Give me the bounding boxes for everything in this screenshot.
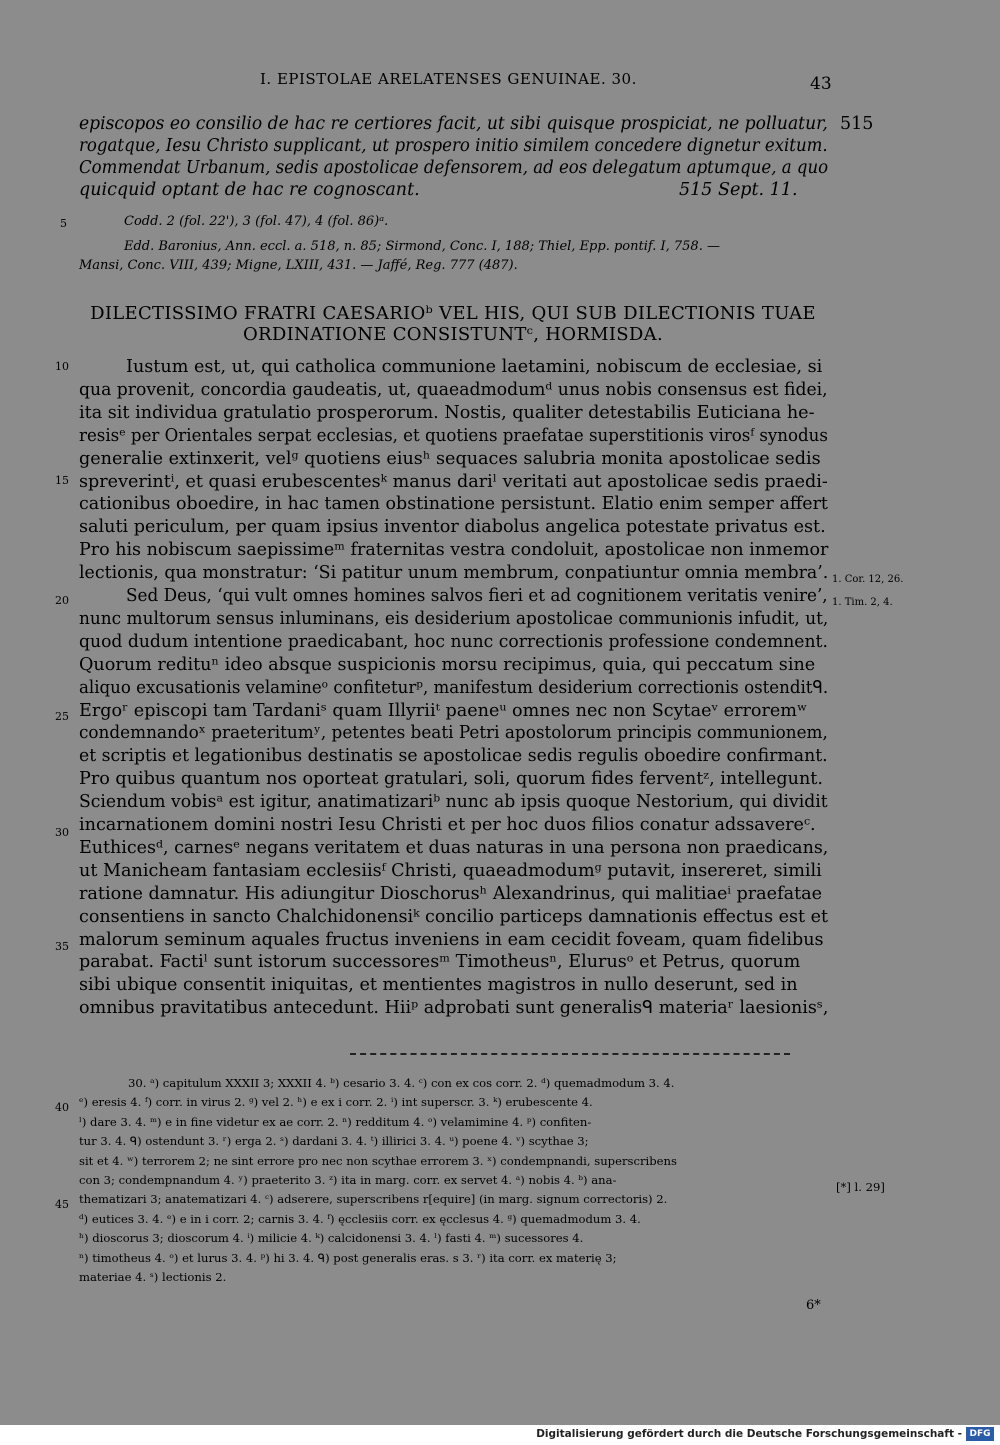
margin-reference: 1. Cor. 12, 26. (832, 574, 904, 585)
body-line: condemnandoˣ praeteritumʸ, petentes beati Petri apostolorum principis communionem, (79, 723, 828, 744)
footnote-line: ⁿ) timotheus 4. ᵒ) et lurus 3. 4. ᵖ) hi 3. 4. ᑫ) post generalis eras. s 3. ʳ) ita corr. ex materię 3; (79, 1250, 617, 1265)
footnote-line: 30. ᵃ) capitulum XXXII 3; XXXII 4. ᵇ) cesario 3. 4. ᶜ) con ex cos corr. 2. ᵈ) quemadmodum 3. 4. (128, 1076, 675, 1090)
editions-line: Edd. Baronius, Ann. eccl. a. 518, n. 85; Sirmond, Conc. I, 188; Thiel, Epp. pontif. I, 758. — (124, 239, 720, 254)
margin-reference: [*] l. 29] (836, 1180, 885, 1194)
body-line: lectionis, qua monstratur: ‘Si patitur unum membrum, conpatiuntur omnia membra’. (79, 563, 829, 584)
body-line: malorum seminum aquales fructus inveniens in eam cecidit foveam, quam fidelibus (79, 929, 824, 950)
dfg-logo: DFG (966, 1427, 994, 1441)
line-number: 5 (60, 217, 67, 230)
body-line: spreverintⁱ, et quasi erubescentesᵏ manus dariˡ veritati aut apostolicae sedis praedi- (79, 471, 828, 492)
body-line: qua provenit, concordia gaudeatis, ut, quaeadmodumᵈ unus nobis consensus est fidei, (79, 379, 828, 400)
summary-line: rogatque, Iesu Christo supplicant, ut prospero initio similem concedere dignetur exitum. (79, 136, 828, 156)
summary-line: episcopos eo consilio de hac re certiores facit, ut sibi quisque prospiciat, ne polluatur, (79, 114, 828, 134)
footnote-line: ᵈ) eutices 3. 4. ᵉ) e in i corr. 2; carnis 3. 4. ᶠ) ęcclesiis corr. ex ęcclesus 4. ᵍ) quemadmodum 3. 4. (79, 1211, 641, 1226)
letter-title: DILECTISSIMO FRATRI CAESARIOᵇ VEL HIS, QUI SUB DILECTIONIS TUAE (90, 303, 816, 324)
margin-reference: 1. Tim. 2, 4. (832, 597, 893, 608)
body-line: ita sit individua gratulatio prosperorum. Nostis, qualiter detestabilis Euticiana he- (79, 402, 815, 423)
body-line: Pro his nobiscum saepissimeᵐ fraternitas vestra condoluit, apostolicae non inmemor (79, 540, 829, 561)
line-number: 10 (55, 360, 69, 373)
body-line: ut Manicheam fantasiam ecclesiisᶠ Christi, quaeadmodumᵍ putavit, insereret, simili (79, 860, 822, 881)
signature-mark: 6* (806, 1298, 821, 1313)
body-line: ratione damnatur. His adiungitur Dioschorusʰ Alexandrinus, qui malitiaeⁱ praefatae (79, 883, 823, 904)
margin-year: 515 (840, 114, 874, 134)
body-line: generalie extinxerit, velᵍ quotiens eiusʰ sequaces salubria monita apostolicae sedis (79, 448, 821, 469)
page-number: 43 (810, 74, 832, 94)
body-line: et scriptis et legationibus destinatis se apostolicae sedis regulis oboedire confirmant. (79, 746, 828, 767)
line-number: 15 (55, 474, 69, 487)
line-number: 25 (55, 710, 69, 723)
body-line: quod dudum intentione praedicabant, hoc nunc correctionis professione condemnent. (79, 631, 828, 652)
body-line: cationibus oboedire, in hac tamen obstinatione persistunt. Elatio enim semper affert (79, 494, 828, 515)
footnote-line: ˡ) dare 3. 4. ᵐ) e in fine videtur ex ae corr. 2. ⁿ) redditum 4. ᵒ) velamimine 4. ᵖ) confiten- (79, 1114, 592, 1129)
line-number: 40 (55, 1101, 69, 1114)
footnote-line: con 3; condempnandum 4. ʸ) praeterito 3. ᶻ) ita in marg. corr. ex servet 4. ᵃ) nobis 4. ᵇ) ana- (79, 1173, 617, 1187)
body-line: aliquo excusationis velamineᵒ confiteturᵖ, manifestum desiderium correctionis ostenditᑫ. (79, 677, 829, 698)
footnote-line: materiae 4. ˢ) lectionis 2. (79, 1270, 227, 1284)
running-title: I. EPISTOLAE ARELATENSES GENUINAE. 30. (260, 70, 637, 88)
body-line: nunc multorum sensus inluminans, eis desiderium apostolicae communionis infudit, ut, (79, 608, 829, 629)
body-line: Sed Deus, ‘qui vult omnes homines salvos fieri et ad cognitionem veritatis venire’, (126, 586, 828, 606)
body-line: Ergoʳ episcopi tam Tardaniˢ quam Illyriiᵗ paeneᵘ omnes nec non Scytaeᵛ erroremʷ (79, 700, 808, 721)
footnote-line: tur 3. 4. ᑫ) ostendunt 3. ʳ) erga 2. ˢ) dardani 3. 4. ᵗ) illirici 3. 4. ᵘ) poene 4. ᵛ) scythae 3; (79, 1134, 589, 1149)
body-line: saluti periculum, per quam ipsius inventor diabolus angelica potestate privatus est. (79, 517, 826, 538)
footnote-line: ᵉ) eresis 4. ᶠ) corr. in virus 2. ᵍ) vel 2. ʰ) e ex i corr. 2. ⁱ) int superscr. 3. ᵏ) erubescente 4. (79, 1095, 593, 1110)
footnote-line: ʰ) dioscorus 3; dioscorum 4. ⁱ) milicie 4. ᵏ) calcidonensi 3. 4. ˡ) fasti 4. ᵐ) sucessores 4. (79, 1231, 584, 1246)
body-line: sibi ubique consentit iniquitas, et mentientes magistros in nullo deserunt, sed in (79, 975, 798, 996)
body-line: Sciendum vobisᵃ est igitur, anatimatizariᵇ nunc ab ipsis quoque Nestorium, qui dividit (79, 792, 828, 813)
summary-line: quicquid optant de hac re cognoscant. (79, 180, 420, 200)
footer-bar (0, 1425, 1000, 1445)
body-line: incarnationem domini nostri Iesu Christi et per hoc duos filios conatur adssavereᶜ. (79, 815, 816, 835)
body-line: Quorum redituⁿ ideo absque suspicionis morsu recipimus, quia, qui peccatum sine (79, 654, 816, 675)
body-line: consentiens in sancto Chalchidonensiᵏ concilio particeps damnationis effectus est et (79, 906, 829, 927)
body-line: Pro quibus quantum nos oporteat gratulari, soli, quorum fides ferventᶻ, intellegunt. (79, 769, 823, 790)
footer-text: Digitalisierung gefördert durch die Deutsche Forschungsgemeinschaft - (536, 1428, 962, 1440)
codices-line: Codd. 2 (fol. 22'), 3 (fol. 47), 4 (fol. 86)ᵃ. (124, 214, 389, 229)
line-number: 45 (55, 1198, 69, 1211)
editions-line: Mansi, Conc. VIII, 439; Migne, LXIII, 431. — Jaffé, Reg. 777 (487). (79, 258, 518, 273)
line-number: 30 (55, 826, 69, 839)
body-line: omnibus pravitatibus antecedunt. Hiiᵖ adprobati sunt generalisᑫ materiaʳ laesionisˢ, (79, 998, 829, 1019)
body-line: resisᵉ per Orientales serpat ecclesias, et quotiens praefatae superstitionis virosᶠ synodus (79, 425, 828, 446)
body-line: parabat. Factiˡ sunt istorum successoresᵐ Timotheusⁿ, Elurusᵒ et Petrus, quorum (79, 952, 801, 973)
body-line: Euthicesᵈ, carnesᵉ negans veritatem et duas naturas in una persona non praedicans, (79, 837, 829, 858)
letter-title: ORDINATIONE CONSISTUNTᶜ, HORMISDA. (243, 324, 663, 345)
footnote-line: thematizari 3; anatematizari 4. ᶜ) adserere, superscribens r[equire] (in marg. signum correctoris) 2. (79, 1192, 668, 1207)
date-line: 515 Sept. 11. (679, 180, 798, 200)
body-line: Iustum est, ut, qui catholica communione laetamini, nobiscum de ecclesiae, si (126, 357, 823, 377)
separator-rule (350, 1053, 790, 1055)
footnote-line: sit et 4. ʷ) terrorem 2; ne sint errore pro nec non scythae errorem 3. ˣ) condempnandi, superscribens (79, 1153, 677, 1168)
summary-line: Commendat Urbanum, sedis apostolicae defensorem, ad eos delegatum aptumque, a quo (79, 158, 829, 178)
line-number: 20 (55, 594, 69, 607)
line-number: 35 (55, 940, 69, 953)
